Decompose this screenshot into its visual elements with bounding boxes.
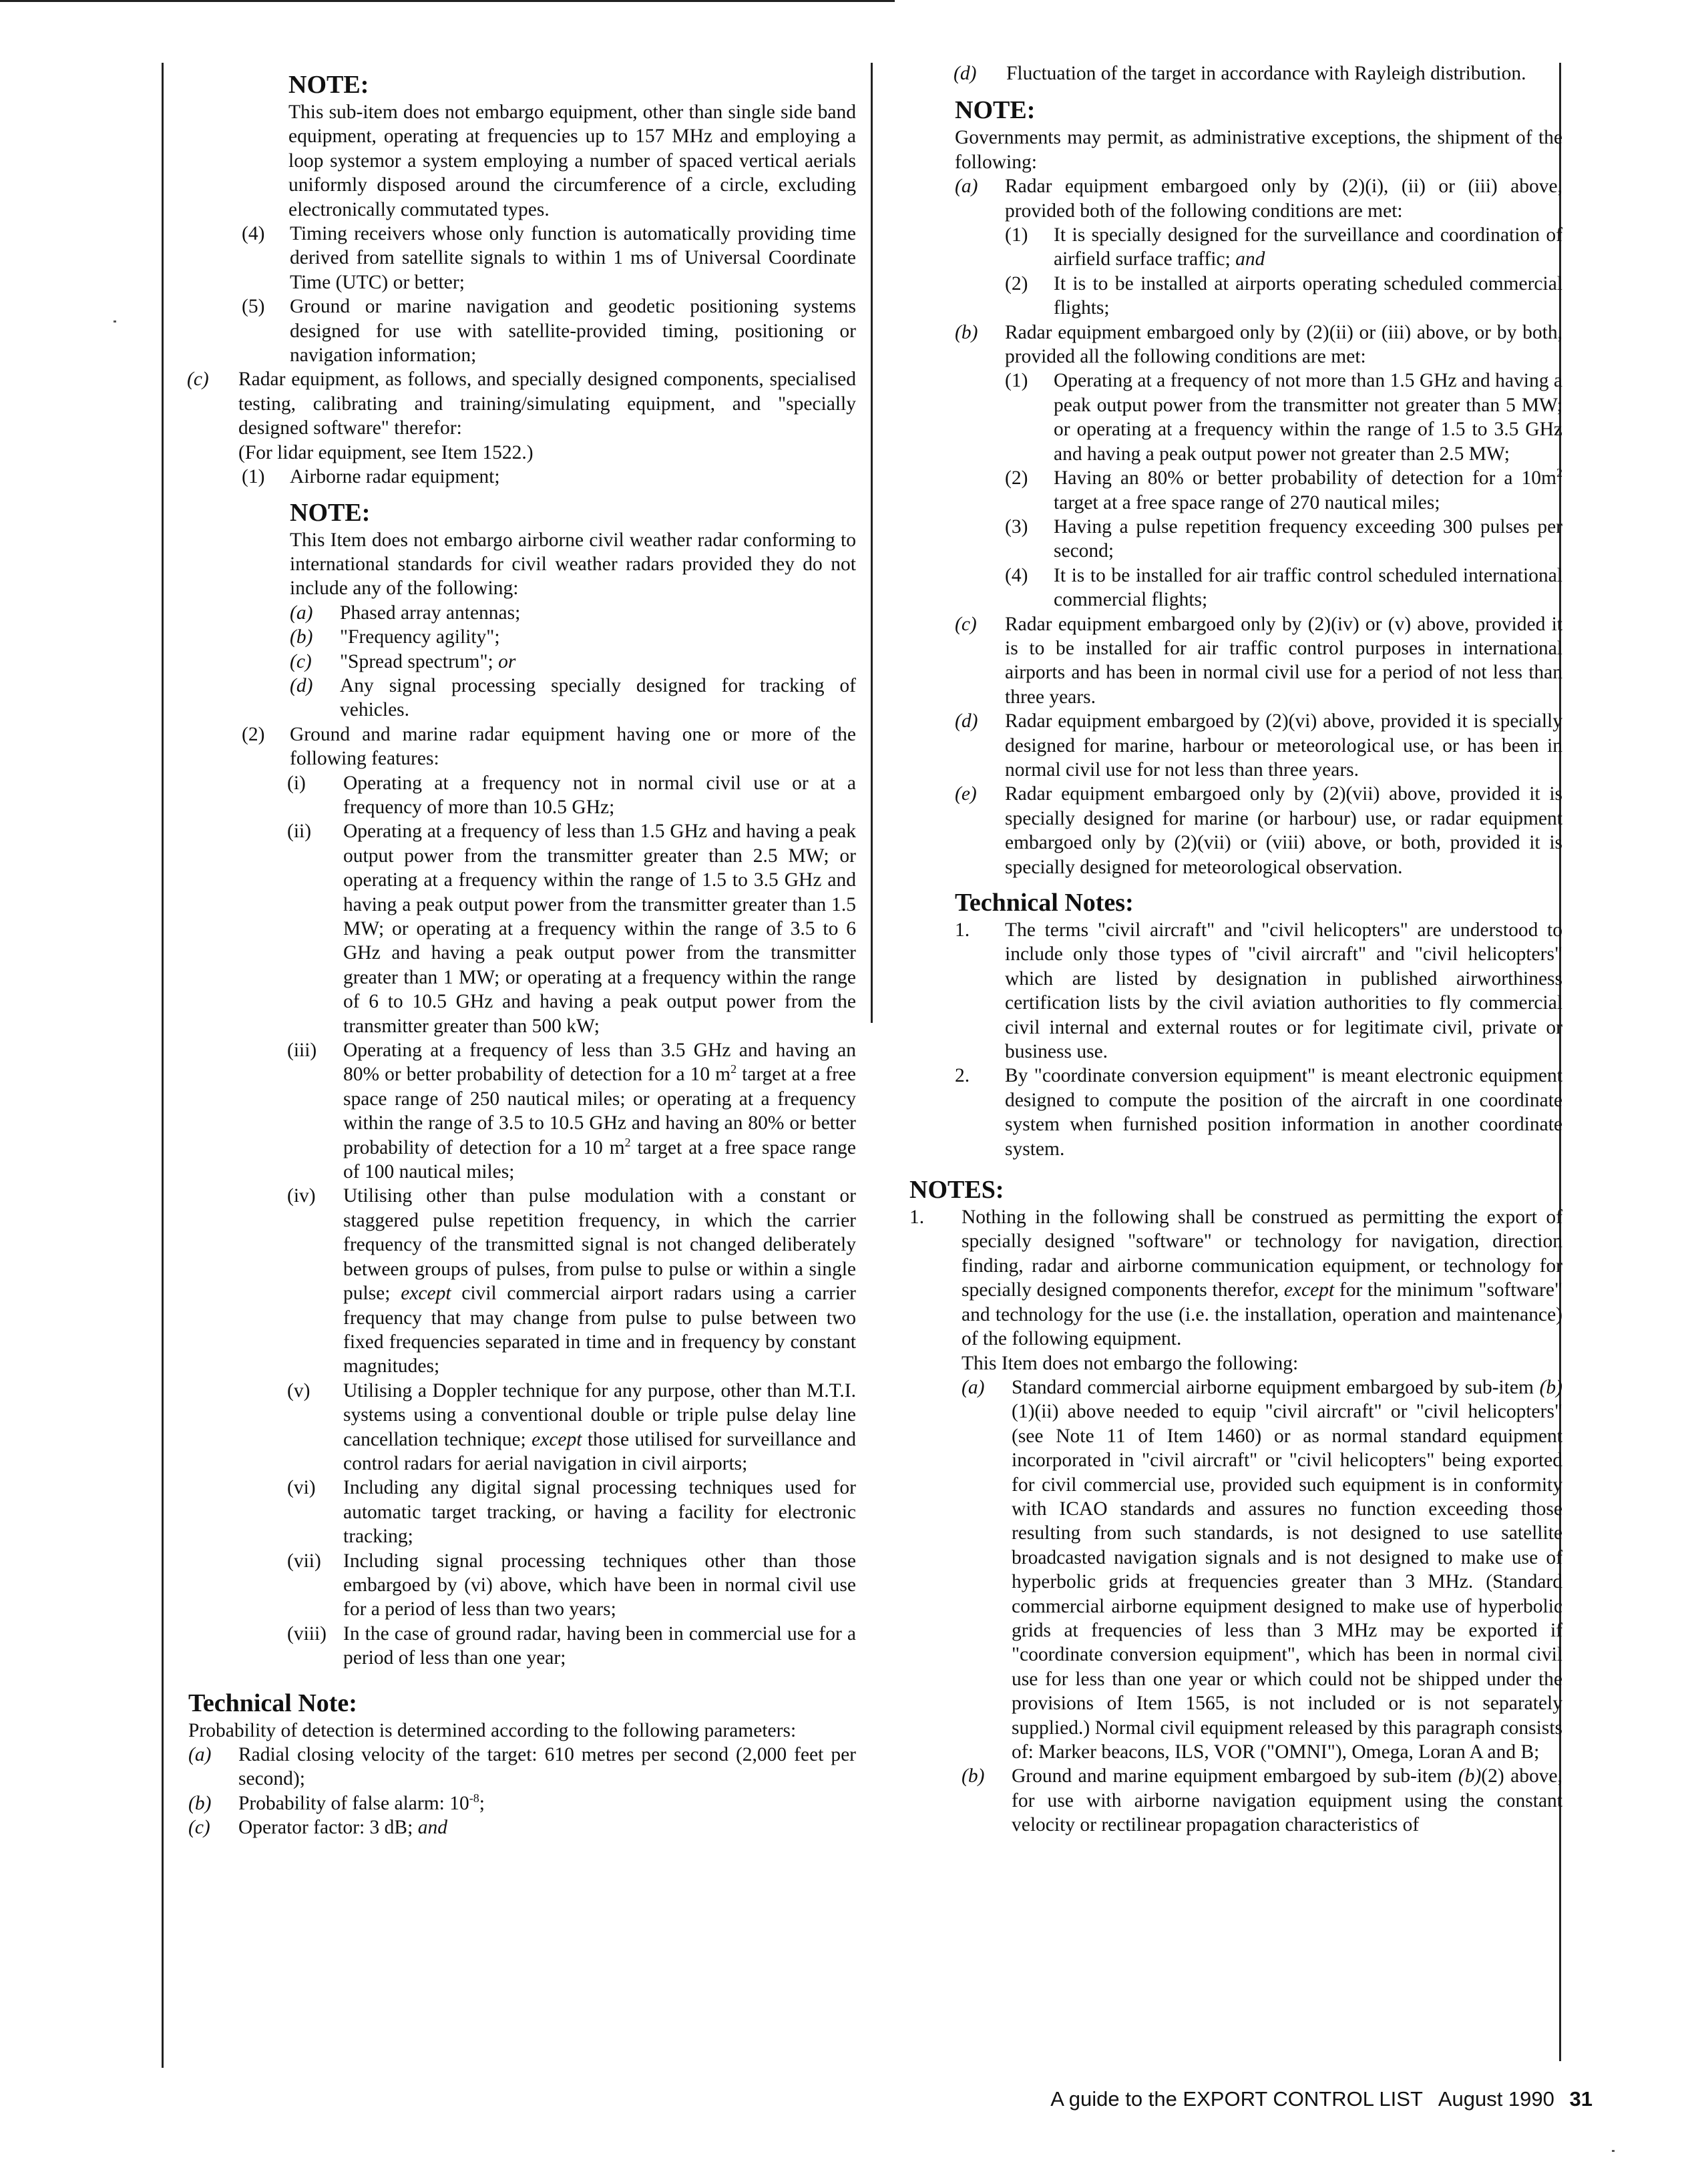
- feature-list: [188, 771, 856, 1671]
- technical-note-block: [188, 1688, 856, 1840]
- list-item: [955, 174, 1562, 223]
- condition-list: [955, 369, 1562, 612]
- list-item: [955, 369, 1562, 466]
- item-text: Ground and marine radar equipment having one or more of the following features:: [290, 723, 856, 770]
- list-item: [909, 1375, 1562, 1765]
- item-label: (4): [1005, 564, 1028, 586]
- item-text: Operator factor: 3 dB; and: [238, 1817, 447, 1839]
- item-label: (e): [955, 783, 977, 805]
- list-item: [955, 320, 1562, 369]
- item-label: (a): [290, 602, 313, 624]
- page-number: 31: [1569, 2087, 1593, 2111]
- list-item: [188, 819, 856, 1038]
- item-text: "Spread spectrum"; or: [340, 650, 516, 672]
- note-heading: NOTE:: [955, 96, 1036, 125]
- note-text: Governments may permit, as administrative exceptions, the shipment of the following:: [955, 127, 1562, 173]
- list-item: [188, 1476, 856, 1548]
- list-item: [188, 294, 856, 367]
- list-item: [955, 515, 1562, 564]
- item-text: Ground or marine navigation and geodetic positioning systems designed for use with satellite-provided timing, positioning or navigation information;: [290, 296, 856, 367]
- item-label: (a): [962, 1376, 985, 1398]
- item-label: (5): [242, 296, 265, 318]
- right-column: [909, 61, 1562, 1837]
- item-label: (1): [1005, 370, 1028, 392]
- item-label: (d): [290, 674, 313, 696]
- item-text: Radar equipment embargoed only by (2)(ii) or (iii) above, or by both, provided all the following conditions are met:: [1005, 321, 1562, 368]
- list-item: [955, 466, 1562, 515]
- item-label: (c): [955, 613, 977, 635]
- list-item: [290, 625, 856, 649]
- note-text: This Item does not embargo airborne civil weather radar conforming to international standards for civil weather radars provided they do not include any of the following:: [290, 529, 856, 600]
- item-text: "Frequency agility";: [340, 626, 500, 648]
- list-item: [188, 771, 856, 820]
- lidar-reference: (For lidar equipment, see Item 1522.): [238, 441, 534, 463]
- item-text: Nothing in the following shall be construed as permitting the export of specially designed "software" or technology for navigation, direction finding, radar and airborne communication equipment, or technology for specially designed components therefor, except for the minimum "software" and technology for the use (i.e. the installation, operation and maintenance) of the following equipment.: [962, 1207, 1562, 1350]
- note-block: [288, 69, 856, 222]
- item-label: (4): [242, 223, 265, 245]
- item-label: (iii): [287, 1040, 317, 1062]
- item-text: Timing receivers whose only function is automatically providing time derived from satellite signals to within 1 ms of Universal Coordinate Time (UTC) or better;: [290, 223, 856, 293]
- item-text: Phased array antennas;: [340, 602, 521, 624]
- technical-notes-list: [955, 918, 1562, 1161]
- item-label: (vi): [287, 1477, 316, 1499]
- list-item: [955, 272, 1562, 320]
- item-label: (d): [954, 63, 977, 84]
- item-label: (vii): [287, 1550, 321, 1572]
- item-text: Having an 80% or better probability of detection for a $10m^2$ target at a free space range of 270 nautical miles;: [1054, 466, 1562, 513]
- item-text: In the case of ground radar, having been in commercial use for a period of less than one year;: [343, 1622, 856, 1669]
- list-item: [290, 601, 856, 625]
- item-text: Operating at a frequency of less than 3.5 GHz and having an 80% or better probability of detection for a 10 $m^2$ target at a free space range of 250 nautical miles; or operating at a frequency within the range of 3.5 to 10.5 GHz and having an 80% or better probability of detection for a 10 $m^2$ target at a free space range of 100 nautical miles;: [343, 1040, 856, 1183]
- list-item: [188, 1622, 856, 1671]
- item-label: (b): [290, 626, 313, 648]
- item-label: (2): [242, 723, 265, 745]
- list-item: [955, 1064, 1562, 1161]
- item-label: (viii): [287, 1622, 327, 1645]
- item-label: (ii): [287, 821, 312, 843]
- left-margin-rule: [162, 63, 164, 2068]
- list-item: [188, 1549, 856, 1622]
- footer-title: A guide to the EXPORT CONTROL LIST: [1050, 2087, 1423, 2111]
- item-label: (2): [1005, 272, 1028, 294]
- item-text: Radar equipment embargoed only by (2)(vii) above, provided it is specially designed for marine (or harbour) use, or radar equipment embargoed only by (2)(vii) or (viii) above, or both, provided it is specially designed for meteorological observation.: [1005, 783, 1562, 878]
- item-text: Operating at a frequency of not more than 1.5 GHz and having a peak output power from the transmitter not greater than 5 MW; or operating at a frequency within the range of 1.5 to 3.5 GHz and having a peak output power not greater than 2.5 MW;: [1054, 370, 1562, 465]
- footer-date: August 1990: [1438, 2087, 1554, 2111]
- list-item: [955, 564, 1562, 612]
- item-text: Utilising other than pulse modulation with a constant or staggered pulse repetition frequency, in which the carrier frequency of the transmitted signal is not changed deliberately between groups of pulses, from pulse to pulse or within a single pulse; except civil commercial airport radars using a carrier frequency that may change from pulse to pulse between two fixed frequencies separated in time and in frequency by constant magnitudes;: [343, 1185, 856, 1377]
- item-text: Including signal processing techniques other than those embargoed by (vi) above, which have been in normal civil use for a period of less than two years;: [343, 1550, 856, 1620]
- item-label: (c): [188, 1817, 210, 1839]
- list-item: [188, 1038, 856, 1184]
- list-item: [909, 1205, 1562, 1351]
- item-text: Operating at a frequency of less than 1.5 GHz and having a peak output power from the transmitter greater than 2.5 MW; or operating at a frequency within the range of 1.5 to 3.5 GHz and having a peak output power from the transmitter greater than 1.5 MW; or operating at a frequency within the range of 3.5 to 6 GHz and having a peak output power from the transmitter greater than 1 MW; or operating at a frequency within the range of 6 to 10.5 GHz and having a peak output power from the transmitter greater than 500 kW;: [343, 821, 856, 1037]
- technical-note-heading: Technical Note:: [188, 1689, 357, 1717]
- item-label: 2.: [955, 1065, 970, 1087]
- note-list: [290, 601, 856, 722]
- note-heading: NOTE:: [288, 71, 369, 99]
- list-item: [909, 61, 1562, 85]
- item-text: Utilising a Doppler technique for any purpose, other than M.T.I. systems using a conventional double or triple pulse delay line cancellation technique; except those utilised for surveillance and control radars for aerial navigation in civil airports;: [343, 1379, 857, 1474]
- list-item: [188, 465, 856, 489]
- list-item: [188, 1379, 856, 1476]
- notes-heading: NOTES:: [909, 1176, 1004, 1205]
- item-text: Including any digital signal processing techniques used for automatic target tracking, or having a facility for electronic tracking;: [343, 1477, 856, 1548]
- item-label: (c): [290, 650, 312, 672]
- list-item: [188, 722, 856, 771]
- list-item: [955, 782, 1562, 879]
- scan-speck: [1612, 2150, 1615, 2152]
- list-item: [290, 650, 856, 674]
- list-item: [955, 918, 1562, 1064]
- item-label: (b): [955, 321, 978, 343]
- item-text: Operating at a frequency not in normal civil use or at a frequency of more than 10.5 GHz;: [343, 772, 856, 818]
- item-label: (a): [188, 1744, 212, 1765]
- note-heading: NOTE:: [290, 498, 371, 527]
- item-text: It is to be installed at airports operating scheduled commercial flights;: [1054, 272, 1562, 319]
- list-item: [290, 674, 856, 722]
- note-block: [290, 497, 856, 722]
- item-text: Standard commercial airborne equipment embargoed by sub-item (b)(1)(ii) above needed to equip "civil aircraft" or "civil helicopters" (see Note 11 of Item 1460) or as normal standard equipment incorporated in "civil aircraft" or "civil helicopters" being exported for civil commercial use, provided such equipment is in conformity with ICAO standards and assures no function exceeding those resulting from such standards, is not designed to use satellite broadcasted navigation signals and is not designed to make use of hyperbolic grids at frequencies greater than 3 MHz. (Standard commercial airborne equipment designed to make use of hyperbolic grids at frequencies of less than 3 MHz may be exported if "coordinate conversion equipment", which has been in normal civil use for less than one year or which could not be shipped under the provisions of Item 1565, is not included or is not separately supplied.) Normal civil equipment released by this paragraph consists of: Marker beacons, ILS, VOR ("OMNI"), Omega, Loran A and B;: [1012, 1376, 1562, 1763]
- item-label: (a): [955, 176, 978, 198]
- list-item: [188, 1791, 856, 1815]
- item-label: (c): [187, 369, 209, 391]
- item-text: It is specially designed for the surveillance and coordination of airfield surface traffic; and: [1054, 224, 1562, 270]
- item-label: (b): [962, 1765, 985, 1787]
- item-text: Radar equipment embargoed only by (2)(iv) or (v) above, provided it is to be installed for air traffic control purposes in international airports and has been in normal civil use for a period of not less than three years.: [1005, 613, 1562, 708]
- item-text: Radar equipment embargoed by (2)(vi) above, provided it is specially designed for marine, harbour or meteorological use, or has been in normal civil use for not less than three years.: [1005, 710, 1562, 781]
- page-footer: [1050, 2087, 1593, 2111]
- list-item: [955, 223, 1562, 272]
- condition-list: [955, 223, 1562, 320]
- technical-notes-heading: Technical Notes:: [955, 889, 1134, 917]
- list-item: [188, 1184, 856, 1378]
- item-text: Radar equipment embargoed only by (2)(i), (ii) or (iii) above, provided both of the following conditions are met:: [1005, 176, 1562, 222]
- item-text: Any signal processing specially designed for tracking of vehicles.: [340, 674, 856, 721]
- item-label: (iv): [287, 1185, 316, 1207]
- list-item: [955, 612, 1562, 710]
- item-text: Probability of false alarm: $10^{-8}$;: [238, 1791, 485, 1814]
- item-text: Radial closing velocity of the target: 610 metres per second (2,000 feet per second);: [238, 1744, 856, 1790]
- note-text: This sub-item does not embargo equipment, other than single side band equipment, operating at frequencies up to 157 MHz and employing a loop systemor a system employing a number of spaced vertical aerials uniformly disposed around the circumference of a circle, excluding electronically commutated types.: [288, 101, 856, 220]
- item-label: (i): [287, 772, 306, 794]
- item-label: 1.: [955, 919, 970, 941]
- item-text: Radar equipment, as follows, and specially designed components, specialised testing, calibrating and training/simulating equipment, and "specially designed software" therefor:: [238, 369, 856, 439]
- item-label: (3): [1005, 515, 1028, 537]
- technical-note-list: [188, 1743, 856, 1840]
- item-label: (v): [287, 1379, 310, 1401]
- list-item: [955, 709, 1562, 782]
- list-item: [188, 222, 856, 294]
- list-item: [188, 1743, 856, 1791]
- item-text: Having a pulse repetition frequency exceeding 300 pulses per second;: [1054, 515, 1562, 562]
- top-rule: [0, 0, 895, 2]
- notes-subheading: This Item does not embargo the following:: [962, 1352, 1299, 1374]
- technical-note-text: Probability of detection is determined according to the following parameters:: [188, 1719, 797, 1741]
- list-item: [188, 1815, 856, 1839]
- item-text: Fluctuation of the target in accordance with Rayleigh distribution.: [1006, 63, 1526, 84]
- left-column: [188, 69, 856, 1840]
- item-text: By "coordinate conversion equipment" is meant electronic equipment designed to compute the position of the aircraft in one coordinate system when furnished position information in another coordinate system.: [1005, 1065, 1562, 1160]
- list-item: [909, 1764, 1562, 1837]
- list-item: [188, 367, 856, 440]
- item-label: (b): [188, 1792, 212, 1814]
- item-label: (d): [955, 710, 978, 732]
- item-label: (2): [1005, 467, 1028, 489]
- item-label: (1): [242, 466, 265, 488]
- technical-notes-block: [955, 887, 1562, 1161]
- item-label: (1): [1005, 224, 1028, 246]
- note-block: [955, 95, 1562, 1161]
- item-text: Airborne radar equipment;: [290, 466, 500, 488]
- item-label: 1.: [909, 1207, 925, 1229]
- column-divider-rule: [871, 63, 873, 1023]
- notes-block: [909, 1174, 1562, 1837]
- item-text: The terms "civil aircraft" and "civil helicopters" are understood to include only those types of "civil aircraft" and "civil helicopters" which are listed by designation in published airworthiness certification lists by the civil aviation authorities to fly commercial civil internal and external routes or for legitimate civil, private or business use.: [1005, 919, 1562, 1063]
- item-text: Ground and marine equipment embargoed by sub-item (b)(2) above, for use with airborne navigation equipment using the constant velocity or rectilinear propagation characteristics of: [1012, 1765, 1562, 1836]
- item-text: It is to be installed for air traffic control scheduled international commercial flights;: [1054, 564, 1562, 611]
- scan-speck: [114, 320, 116, 322]
